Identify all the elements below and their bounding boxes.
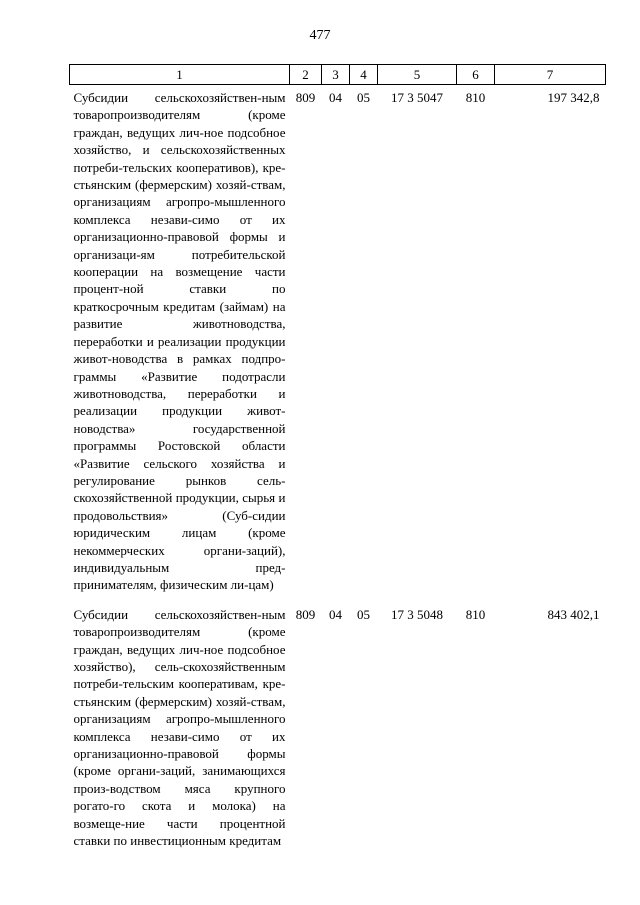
row-section-code: 04 — [329, 606, 342, 622]
row-ministry-code: 809 — [295, 90, 316, 105]
header-col-2: 2 — [290, 65, 322, 85]
row-expense-type: 810 — [465, 606, 486, 622]
header-row — [70, 65, 606, 85]
row-ministry-code: 809 — [295, 606, 316, 622]
row-subsection-code: 05 — [357, 90, 370, 105]
row-name: Субсидии сельскохозяйствен-ным товаропроизводителям (кроме граждан, ведущих лич-ное подсобное хозяйство), сель-скохозяйственным потреби-тельским кооперативам, кре-стьянским (фермерским) хозяй-ствам, организациям агропро-мышленного комплекса незави-симо от их организационно-правовой формы (кроме органи-заций, занимающихся произ-водством мяса крупного рогато-го скота и молока) на возмеще-ние части процентной ставки по инвестиционным кредитам — [73, 606, 286, 849]
header-col-1: 1 — [70, 65, 290, 85]
table-row — [70, 602, 606, 858]
row-expense-type: 810 — [465, 90, 486, 105]
budget-table — [69, 64, 606, 857]
page-number: 477 — [309, 28, 331, 43]
row-target-article: 17 3 5048 — [391, 606, 443, 622]
header-col-4: 4 — [350, 65, 378, 85]
row-subsection-code: 05 — [357, 606, 370, 622]
header-col-6: 6 — [457, 65, 495, 85]
header-col-5: 5 — [378, 65, 457, 85]
row-target-article: 17 3 5047 — [391, 90, 443, 105]
row-name: Субсидии сельскохозяйствен-ным товаропроизводителям (кроме граждан, ведущих лич-ное подсобное хозяйство, и сельскохозяйственных потреби-тельских кооперативов), кре-стьянским (фермерским) хозяй-ствам, организациям агропро-мышленного комплекса незави-симо от их организационно-правовой формы и организаци-ям потребительской кооперации на возмещение части процент-ной ставки по краткосрочным кредитам (займам) на развитие животноводства, переработки и реализации продукции живот-новодства в рамках подпро-граммы «Развитие подотрасли животноводства, переработки и реализации продукции живот-новодства» государственной программы Ростовской области «Развитие сельского хозяйства и регулирование рынков сель-скохозяйственной продукции, сырья и продовольствия» (Суб-сидии юридическим лицам (кроме некоммерческих органи-заций), индивидуальным пред-принимателям, физическим ли-цам) — [73, 90, 286, 593]
row-amount: 843 402,1 — [547, 606, 600, 622]
header-col-3: 3 — [322, 65, 350, 85]
header-col-7: 7 — [495, 65, 606, 85]
table-row — [70, 85, 606, 602]
row-section-code: 04 — [329, 90, 342, 105]
row-amount: 197 342,8 — [547, 90, 600, 105]
